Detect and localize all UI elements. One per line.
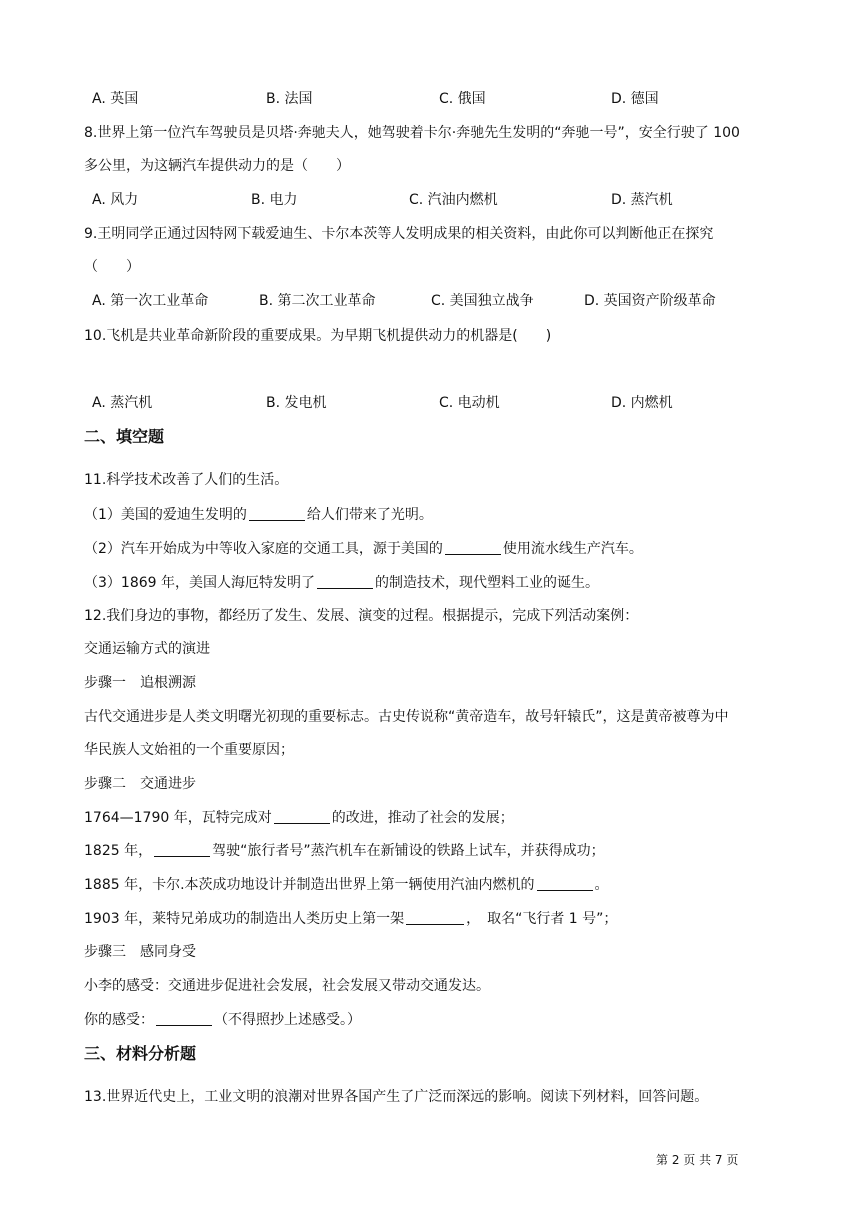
q12-step-2: 步骤二 交通进步 bbox=[84, 776, 196, 792]
q12-item-benz-post: 。 bbox=[594, 877, 609, 893]
q12-paragraph-line1: 古代交通进步是人类文明曙光初现的重要标志。古史传说称“黄帝造车，故号轩辕氏”，这是黄帝被尊为中 bbox=[84, 709, 729, 725]
q11-blank-3[interactable] bbox=[317, 574, 373, 589]
q8-option-d: D. 蒸汽机 bbox=[611, 192, 673, 208]
q11-blank-1[interactable] bbox=[249, 506, 305, 521]
q11-stem: 11.科学技术改善了人们的生活。 bbox=[84, 472, 289, 488]
q12-blank-2[interactable] bbox=[154, 842, 210, 857]
q12-feeling-yours-pre: 你的感受： bbox=[84, 1012, 154, 1028]
q11-blank-2[interactable] bbox=[445, 540, 501, 555]
q11-sub2-pre: （2）汽车开始成为中等收入家庭的交通工具，源于美国的 bbox=[84, 541, 443, 557]
section-3-title: 三、材料分析题 bbox=[84, 1044, 197, 1063]
q11-sub2 bbox=[84, 539, 643, 559]
q9-stem-line2: （ ） bbox=[84, 259, 140, 275]
q8-stem-line1: 8.世界上第一位汽车驾驶员是贝塔·奔驰夫人，她驾驶着卡尔·奔驰先生发明的“奔驰一号”，安全行驶了 100 bbox=[84, 125, 740, 141]
q12-item-locomotive-post: 驾驶“旅行者号”蒸汽机车在新铺设的铁路上试车，并获得成功； bbox=[212, 843, 605, 859]
q12-feeling-xiaoli: 小李的感受：交通进步促进社会发展，社会发展又带动交通发达。 bbox=[84, 978, 490, 994]
q12-blank-4[interactable] bbox=[406, 910, 464, 925]
q12-item-benz-pre: 1885 年，卡尔.本茨成功地设计并制造出世界上第一辆使用汽油内燃机的 bbox=[84, 877, 535, 893]
q8-option-c: C. 汽油内燃机 bbox=[409, 192, 498, 208]
q8-stem-line2: 多公里，为这辆汽车提供动力的是（ ） bbox=[84, 158, 350, 174]
q10-option-c: C. 电动机 bbox=[439, 395, 500, 411]
q12-blank-3[interactable] bbox=[537, 876, 593, 891]
q8-option-b: B. 电力 bbox=[251, 192, 298, 208]
q7-option-c: C. 俄国 bbox=[439, 91, 486, 107]
q12-step-3: 步骤三 感同身受 bbox=[84, 944, 196, 960]
q12-feeling-yours bbox=[84, 1010, 361, 1030]
q9-option-c: C. 美国独立战争 bbox=[431, 293, 534, 309]
q9-option-d: D. 英国资产阶级革命 bbox=[584, 293, 716, 309]
q10-option-b: B. 发电机 bbox=[266, 395, 327, 411]
q11-sub2-post: 使用流水线生产汽车。 bbox=[502, 541, 643, 557]
q11-sub1 bbox=[84, 505, 433, 525]
q11-sub1-pre: （1）美国的爱迪生发明的 bbox=[84, 507, 247, 523]
q7-option-b: B. 法国 bbox=[266, 91, 313, 107]
q11-sub3-pre: （3）1869 年，美国人海厄特发明了 bbox=[84, 575, 315, 591]
q12-item-wright bbox=[84, 909, 617, 929]
q12-paragraph-line2: 华民族人文始祖的一个重要原因； bbox=[84, 742, 294, 758]
q9-stem-line1: 9.王明同学正通过因特网下载爱迪生、卡尔本茨等人发明成果的相关资料，由此你可以判断他正在探究 bbox=[84, 226, 714, 242]
q12-feeling-yours-post: （不得照抄上述感受。） bbox=[214, 1012, 361, 1028]
q13-stem: 13.世界近代史上，工业文明的浪潮对世界各国产生了广泛而深远的影响。阅读下列材料，回答问题。 bbox=[84, 1089, 709, 1105]
q9-option-b: B. 第二次工业革命 bbox=[259, 293, 376, 309]
q12-item-watt-pre: 1764—1790 年，瓦特完成对 bbox=[84, 810, 272, 826]
q12-item-wright-pre: 1903 年，莱特兄弟成功的制造出人类历史上第一架 bbox=[84, 911, 405, 927]
page-number-footer: 第 2 页 共 7 页 bbox=[656, 1153, 739, 1167]
q10-stem: 10.飞机是共业革命新阶段的重要成果。为早期飞机提供动力的机器是( ) bbox=[84, 328, 552, 344]
q12-item-locomotive bbox=[84, 841, 605, 861]
section-2-title: 二、填空题 bbox=[84, 427, 165, 446]
q10-option-a: A. 蒸汽机 bbox=[92, 395, 153, 411]
q7-option-a: A. 英国 bbox=[92, 91, 139, 107]
q11-sub3-post: 的制造技术，现代塑料工业的诞生。 bbox=[375, 575, 599, 591]
q10-option-d: D. 内燃机 bbox=[611, 395, 673, 411]
q12-item-watt-post: 的改进，推动了社会的发展； bbox=[331, 810, 514, 826]
q11-sub1-post: 给人们带来了光明。 bbox=[306, 507, 433, 523]
q12-item-watt bbox=[84, 808, 514, 828]
q12-stem: 12.我们身边的事物，都经历了发生、发展、演变的过程。根据提示，完成下列活动案例： bbox=[84, 608, 639, 624]
q12-blank-1[interactable] bbox=[274, 809, 330, 824]
q8-option-a: A. 风力 bbox=[92, 192, 139, 208]
q12-activity-title: 交通运输方式的演进 bbox=[84, 641, 210, 657]
q12-blank-5[interactable] bbox=[156, 1011, 212, 1026]
q12-item-benz bbox=[84, 875, 609, 895]
q7-option-d: D. 德国 bbox=[611, 91, 659, 107]
q12-item-locomotive-pre: 1825 年， bbox=[84, 843, 153, 859]
q12-step-1: 步骤一 追根溯源 bbox=[84, 675, 196, 691]
q12-item-wright-post: ， 取名“飞行者 1 号”； bbox=[466, 911, 618, 927]
q11-sub3 bbox=[84, 573, 599, 593]
q9-option-a: A. 第一次工业革命 bbox=[92, 293, 209, 309]
